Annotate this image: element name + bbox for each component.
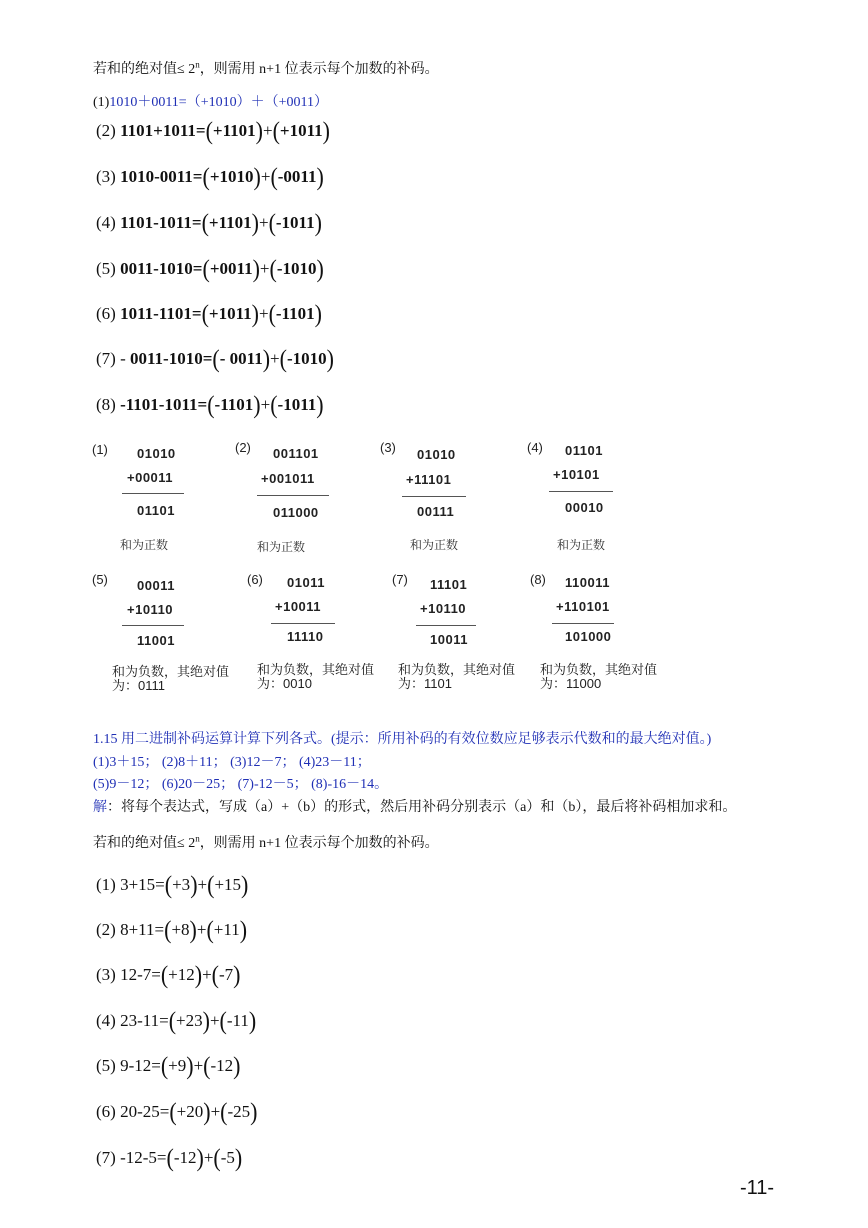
operand-a: +8: [171, 920, 190, 939]
equation-lhs: -12-5=: [120, 1148, 167, 1167]
equation-lhs: 1101-1011=: [120, 213, 202, 232]
calc-note: 和为正数: [120, 538, 169, 552]
operand-b: -12: [210, 1056, 234, 1075]
intro-before: 若和的绝对值: [93, 836, 177, 851]
equation-row: (4) 23-11=(+23)+(-11): [96, 1006, 257, 1035]
calc-operand-add: +001011: [261, 471, 315, 486]
operand-a: +0011: [209, 259, 253, 278]
operand-a: +9: [168, 1056, 187, 1075]
calc-sum: 00010: [565, 500, 604, 515]
operand-b: -7: [219, 965, 234, 984]
operand-a: +3: [172, 875, 191, 894]
equation-row: (3) 1010-0011=(+1010)+(-0011): [96, 162, 324, 191]
calc-note: 和为正数: [257, 540, 306, 554]
calc-operand-add: +10110: [420, 601, 467, 616]
intro-text-2: [93, 832, 439, 852]
intro-before: 若和的绝对值: [93, 62, 177, 77]
equation-label: (2): [96, 121, 121, 140]
equation-lhs: -1101-1011=: [120, 395, 208, 414]
calc-operand-top: 110011: [565, 575, 610, 590]
operand-b: -1010: [276, 259, 317, 278]
le-symbol: ≤: [177, 62, 185, 77]
calc-block: [247, 572, 387, 691]
equation-row: (8) -1101-1011=(-1101)+(-1011): [96, 390, 324, 419]
equation-label: (3): [96, 167, 121, 186]
base-two: 2: [188, 62, 196, 77]
calc-index: (7): [392, 572, 408, 587]
equation-label: (5): [96, 1056, 121, 1075]
calc-operand-top: 01010: [137, 446, 176, 461]
calc-note: 和为负数，其绝对值为：0010: [257, 662, 375, 691]
operand-a: +23: [176, 1011, 203, 1030]
operand-b: +11: [213, 920, 240, 939]
equation-row: (3) 12-7=(+12)+(-7): [96, 960, 241, 989]
equation-row: (6) 1011-1101=(+1011)+(-1101): [96, 299, 322, 328]
calc-operand-top: 01010: [417, 447, 456, 462]
problem-items-1: (1)3＋15； (2)8＋11； (3)12－7； (4)23－11；: [93, 755, 371, 770]
operand-a: +1010: [209, 167, 254, 186]
exponent-n: n: [195, 59, 200, 70]
calc-block: [92, 572, 232, 693]
calc-index: (5): [92, 572, 108, 587]
calc-sum: 00111: [417, 504, 455, 519]
equation-1-blue: [93, 91, 328, 111]
calc-sum: 01101: [137, 503, 175, 518]
equation-lhs: 1011-1101=: [120, 304, 202, 323]
calc-operand-top: 01011: [287, 575, 325, 590]
equation-row: (7) -12-5=(-12)+(-5): [96, 1143, 243, 1172]
calc-rule: [416, 625, 476, 626]
problem-title: 1.15 用二进制补码运算计算下列各式。(提示：所用补码的有效位数应足够表示代数和的最大绝对值。): [93, 732, 712, 747]
operand-a: +1011: [208, 304, 252, 323]
operand-b: -5: [220, 1148, 235, 1167]
calc-index: (8): [530, 572, 546, 587]
equation-row: (4) 1101-1011=(+1101)+(-1011): [96, 208, 322, 237]
equation-lhs: 12-7=: [120, 965, 161, 984]
calc-block: [235, 440, 375, 554]
operand-b: -11: [226, 1011, 249, 1030]
equation-label: (6): [96, 1102, 121, 1121]
equation-label: (1): [93, 95, 110, 110]
equation-lhs: 8+11=: [120, 920, 165, 939]
calc-note: 和为负数，其绝对值为：11000: [540, 662, 658, 691]
intro-after: ，则需用 n+1 位表示每个加数的补码。: [199, 62, 439, 77]
problem-items-2: (5)9－12； (6)20－25； (7)-12－5； (8)-16－14。: [93, 777, 389, 792]
calc-operand-top: 11101: [430, 577, 468, 592]
equation-label: (7) -: [96, 349, 130, 368]
solution-text: [93, 796, 736, 816]
calc-index: (1): [92, 442, 108, 457]
equation-lhs: 3+15=: [120, 875, 165, 894]
calc-operand-add: +11101: [406, 472, 452, 487]
equation-label: (4): [96, 1011, 121, 1030]
operand-a: +1101: [208, 213, 252, 232]
calc-note: 和为负数，其绝对值为：0111: [112, 664, 230, 693]
operand-b: -1010: [286, 349, 327, 368]
page-number: -11-: [740, 1177, 775, 1199]
calc-block: [380, 440, 520, 550]
base-two: 2: [188, 836, 196, 851]
equation-label: (8): [96, 395, 121, 414]
equation-label: (2): [96, 920, 121, 939]
calc-sum: 10011: [430, 632, 468, 647]
solution-body: ：将每个表达式，写成（a）+（b）的形式，然后用补码分别表示（a）和（b），最后将补码相加求和。: [107, 800, 737, 815]
calc-rule: [271, 623, 335, 624]
calc-index: (3): [380, 440, 396, 455]
calc-rule: [552, 623, 614, 624]
equation-row: (5) 9-12=(+9)+(-12): [96, 1051, 241, 1080]
calc-block: [92, 440, 232, 550]
operand-a: - 0011: [219, 349, 263, 368]
operand-a: -1101: [214, 395, 254, 414]
calc-sum: 11001: [137, 633, 175, 648]
equation-label: (5): [96, 259, 121, 278]
calc-note: 和为正数: [410, 538, 459, 552]
operand-b: -1011: [277, 395, 317, 414]
operand-b: -1011: [275, 213, 315, 232]
equation-label: (4): [96, 213, 121, 232]
calc-note: 和为负数，其绝对值为：1101: [398, 662, 516, 691]
equation-label: (6): [96, 304, 121, 323]
calc-operand-add: +00011: [127, 470, 174, 485]
equation-lhs: 20-25=: [120, 1102, 170, 1121]
calc-note: 和为正数: [557, 538, 606, 552]
operand-a: +1101: [212, 121, 256, 140]
calc-rule: [257, 495, 329, 496]
calc-operand-top: 001101: [273, 446, 319, 461]
equation-lhs: 0011-1010=: [129, 349, 213, 368]
equation-row: (1) 3+15=(+3)+(+15): [96, 870, 249, 899]
exponent-n: n: [195, 833, 200, 844]
calc-block: [392, 572, 532, 691]
intro-after: ，则需用 n+1 位表示每个加数的补码。: [199, 836, 439, 851]
calc-operand-add: +10011: [275, 599, 322, 614]
calc-block: [527, 440, 667, 550]
calc-index: (2): [235, 440, 251, 455]
calc-operand-add: +110101: [556, 599, 610, 614]
operand-b: -0011: [277, 167, 317, 186]
calc-block: [530, 572, 670, 691]
operand-a: -12: [173, 1148, 197, 1167]
calc-sum: 11110: [287, 629, 324, 644]
solution-label: 解: [93, 800, 107, 815]
equation-row: (6) 20-25=(+20)+(-25): [96, 1097, 258, 1126]
calc-operand-add: +10110: [127, 602, 174, 617]
operand-a: +12: [168, 965, 195, 984]
equation-lhs: 1101+1011=: [120, 121, 206, 140]
calc-index: (4): [527, 440, 543, 455]
equation-lhs: 23-11=: [120, 1011, 169, 1030]
operand-b: -1101: [275, 304, 315, 323]
calc-operand-top: 01101: [565, 443, 603, 458]
equation-label: (3): [96, 965, 121, 984]
le-symbol: ≤: [177, 836, 185, 851]
equation-row: (2) 8+11=(+8)+(+11): [96, 915, 248, 944]
operand-b: +15: [214, 875, 242, 894]
calc-rule: [122, 625, 184, 626]
intro-text-1: [93, 58, 439, 78]
calc-rule: [122, 493, 184, 494]
calc-operand-top: 00011: [137, 578, 175, 593]
calc-sum: 101000: [565, 629, 612, 644]
calc-sum: 011000: [273, 505, 319, 520]
calc-rule: [402, 496, 466, 497]
calc-rule: [549, 491, 613, 492]
equation-lhs: 0011-1010=: [120, 259, 203, 278]
equation-lhs: 9-12=: [120, 1056, 161, 1075]
operand-b: +1011: [279, 121, 323, 140]
equation-label: (1): [96, 875, 121, 894]
equation-row: (2) 1101+1011=(+1101)+(+1011): [96, 116, 330, 145]
equation-lhs: 1010-0011=: [120, 167, 203, 186]
operand-b: -25: [227, 1102, 251, 1121]
equation-text: 1010＋0011=（+1010）＋（+0011）: [109, 95, 328, 110]
equation-label: (7): [96, 1148, 121, 1167]
equation-row: (7) - 0011-1010=(- 0011)+(-1010): [96, 344, 334, 373]
operand-a: +20: [176, 1102, 204, 1121]
equation-row: (5) 0011-1010=(+0011)+(-1010): [96, 254, 324, 283]
calc-operand-add: +10101: [553, 467, 600, 482]
calc-index: (6): [247, 572, 263, 587]
